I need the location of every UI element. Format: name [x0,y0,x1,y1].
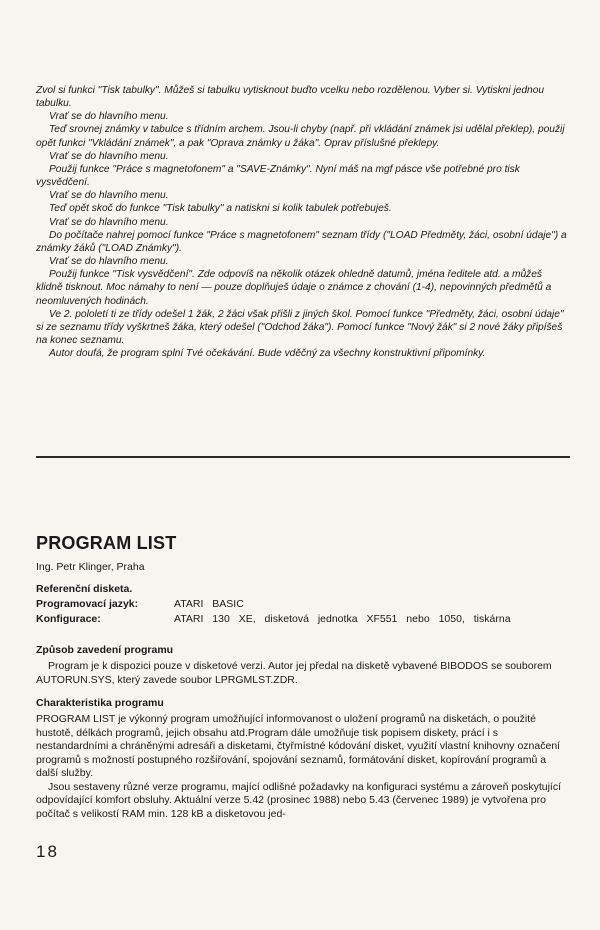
instruction-paragraph: Vrať se do hlavního menu. [49,190,169,202]
instructions-block [36,84,570,360]
instruction-paragraph: Zvol si funkci "Tisk tabulky". Můžeš si tabulku vytisknout buďto vcelku nebo rozdělenou. Vyber si. Vytiskni jednou tabulku. [36,85,545,110]
instruction-paragraph: Vrať se do hlavního menu. [49,150,169,162]
meta-value: ATARI BASIC [174,598,244,610]
meta-label: Konfigurace: [36,613,101,625]
instruction-paragraph: Vrať se do hlavního menu. [49,216,169,228]
instruction-paragraph: Vrať se do hlavního menu. [49,256,169,268]
instruction-paragraph: Autor doufá, že program splní Tvé očekávání. Bude vděčný za všechny konstruktivní připomínky. [49,348,486,360]
instruction-paragraph: Teď opět skoč do funkce "Tisk tabulky" a natiskni si kolik tabulek potřebuješ. [49,203,392,215]
article-author: Ing. Petr Klinger, Praha [36,561,145,573]
section-body [36,660,570,687]
instruction-paragraph: Do počítače nahrej pomocí funkce "Práce s magnetofonem" seznam třídy ("LOAD Předměty, žáci, osobní údaje") a známky žáků ("LOAD Známky"). [36,229,567,254]
meta-row-referencni [36,582,570,597]
instruction-paragraph: Ve 2. pololetí ti ze třídy odešel 1 žák, 2 žáci však přišli z jiných škol. Pomocí funkce "Předměty, žáci, osobní údaje" si ze seznamu třídy vyškrtneš žáka, který odešel ("Odchod žáka"). Pomocí funkce "Nový žák" si 2 nové žáky připíšeš na konec seznamu. [36,308,564,346]
body-paragraph: PROGRAM LIST je výkonný program umožňující informovanost o uložení programů na disketách, o použité hustotě, délkách programů, jejich obsahu atd.Program dále umožňuje tisk popisem diskety, prácí i s nestandardními a chráněnými adresáři a disketami, čtyřmístné kódování disket, využití vlastní knihovny označení programů s možností postupného rozšiřování, spojování seznamů, formátování disket, kopírování programů a další služby. [36,713,561,779]
body-paragraph: Jsou sestaveny různé verze programu, mající odlišné požadavky na konfiguraci systému a zároveň poskytující odpovídající komfort obsluhy. Aktuální verze 5.42 (prosinec 1988) nebo 5.43 (červenec 1989) je vytvořena pro počítač s velikostí RAM min. 128 kB a disketovou jed- [36,780,561,820]
instruction-paragraph: Vrať se do hlavního menu. [49,111,169,123]
instruction-paragraph: Teď srovnej známky v tabulce s třídním archem. Jsou-li chyby (např. při vkládání známek jsi udělal překlep), použij opět funkci "Vkládání známek", a pak "Oprava známky u žáka". Oprav příslušné překlepy. [36,124,565,149]
body-paragraph: Program je k dispozici pouze v disketové verzi. Autor jej předal na disketě vybavené BIBODOS se souborem AUTORUN.SYS, který zavede soubor LPRGMLST.ZDR. [36,660,552,686]
meta-row-konfigurace [36,612,570,627]
page-number: 18 [36,842,59,861]
section-heading: Charakteristika programu [36,697,164,709]
meta-label: Programovací jazyk: [36,598,139,610]
instruction-paragraph: Použij funkce "Tisk vysvědčení". Zde odpovíš na několik otázek ohledně datumů, jména ředitele atd. a můžeš klidně tisknout. Moc námahy to není — pouze doplňuješ údaje o známce z chování (1-4), nepovinných předmětů a neomluvených hodinách. [36,269,552,307]
meta-row-jazyk [36,597,570,612]
instruction-paragraph: Použij funkce "Práce s magnetofonem" a "SAVE-Známky". Nyní máš na mgf pásce vše potřebné pro tisk vysvědčení. [36,163,520,189]
article-meta [36,582,570,627]
article-title: PROGRAM LIST [36,533,177,553]
meta-label: Referenční disketa. [36,583,133,595]
section-heading: Způsob zavedení programu [36,644,174,656]
section-body [36,713,570,821]
meta-value: ATARI 130 XE, disketová jednotka XF551 nebo 1050, tiskárna [174,613,511,625]
section-divider [36,456,570,458]
